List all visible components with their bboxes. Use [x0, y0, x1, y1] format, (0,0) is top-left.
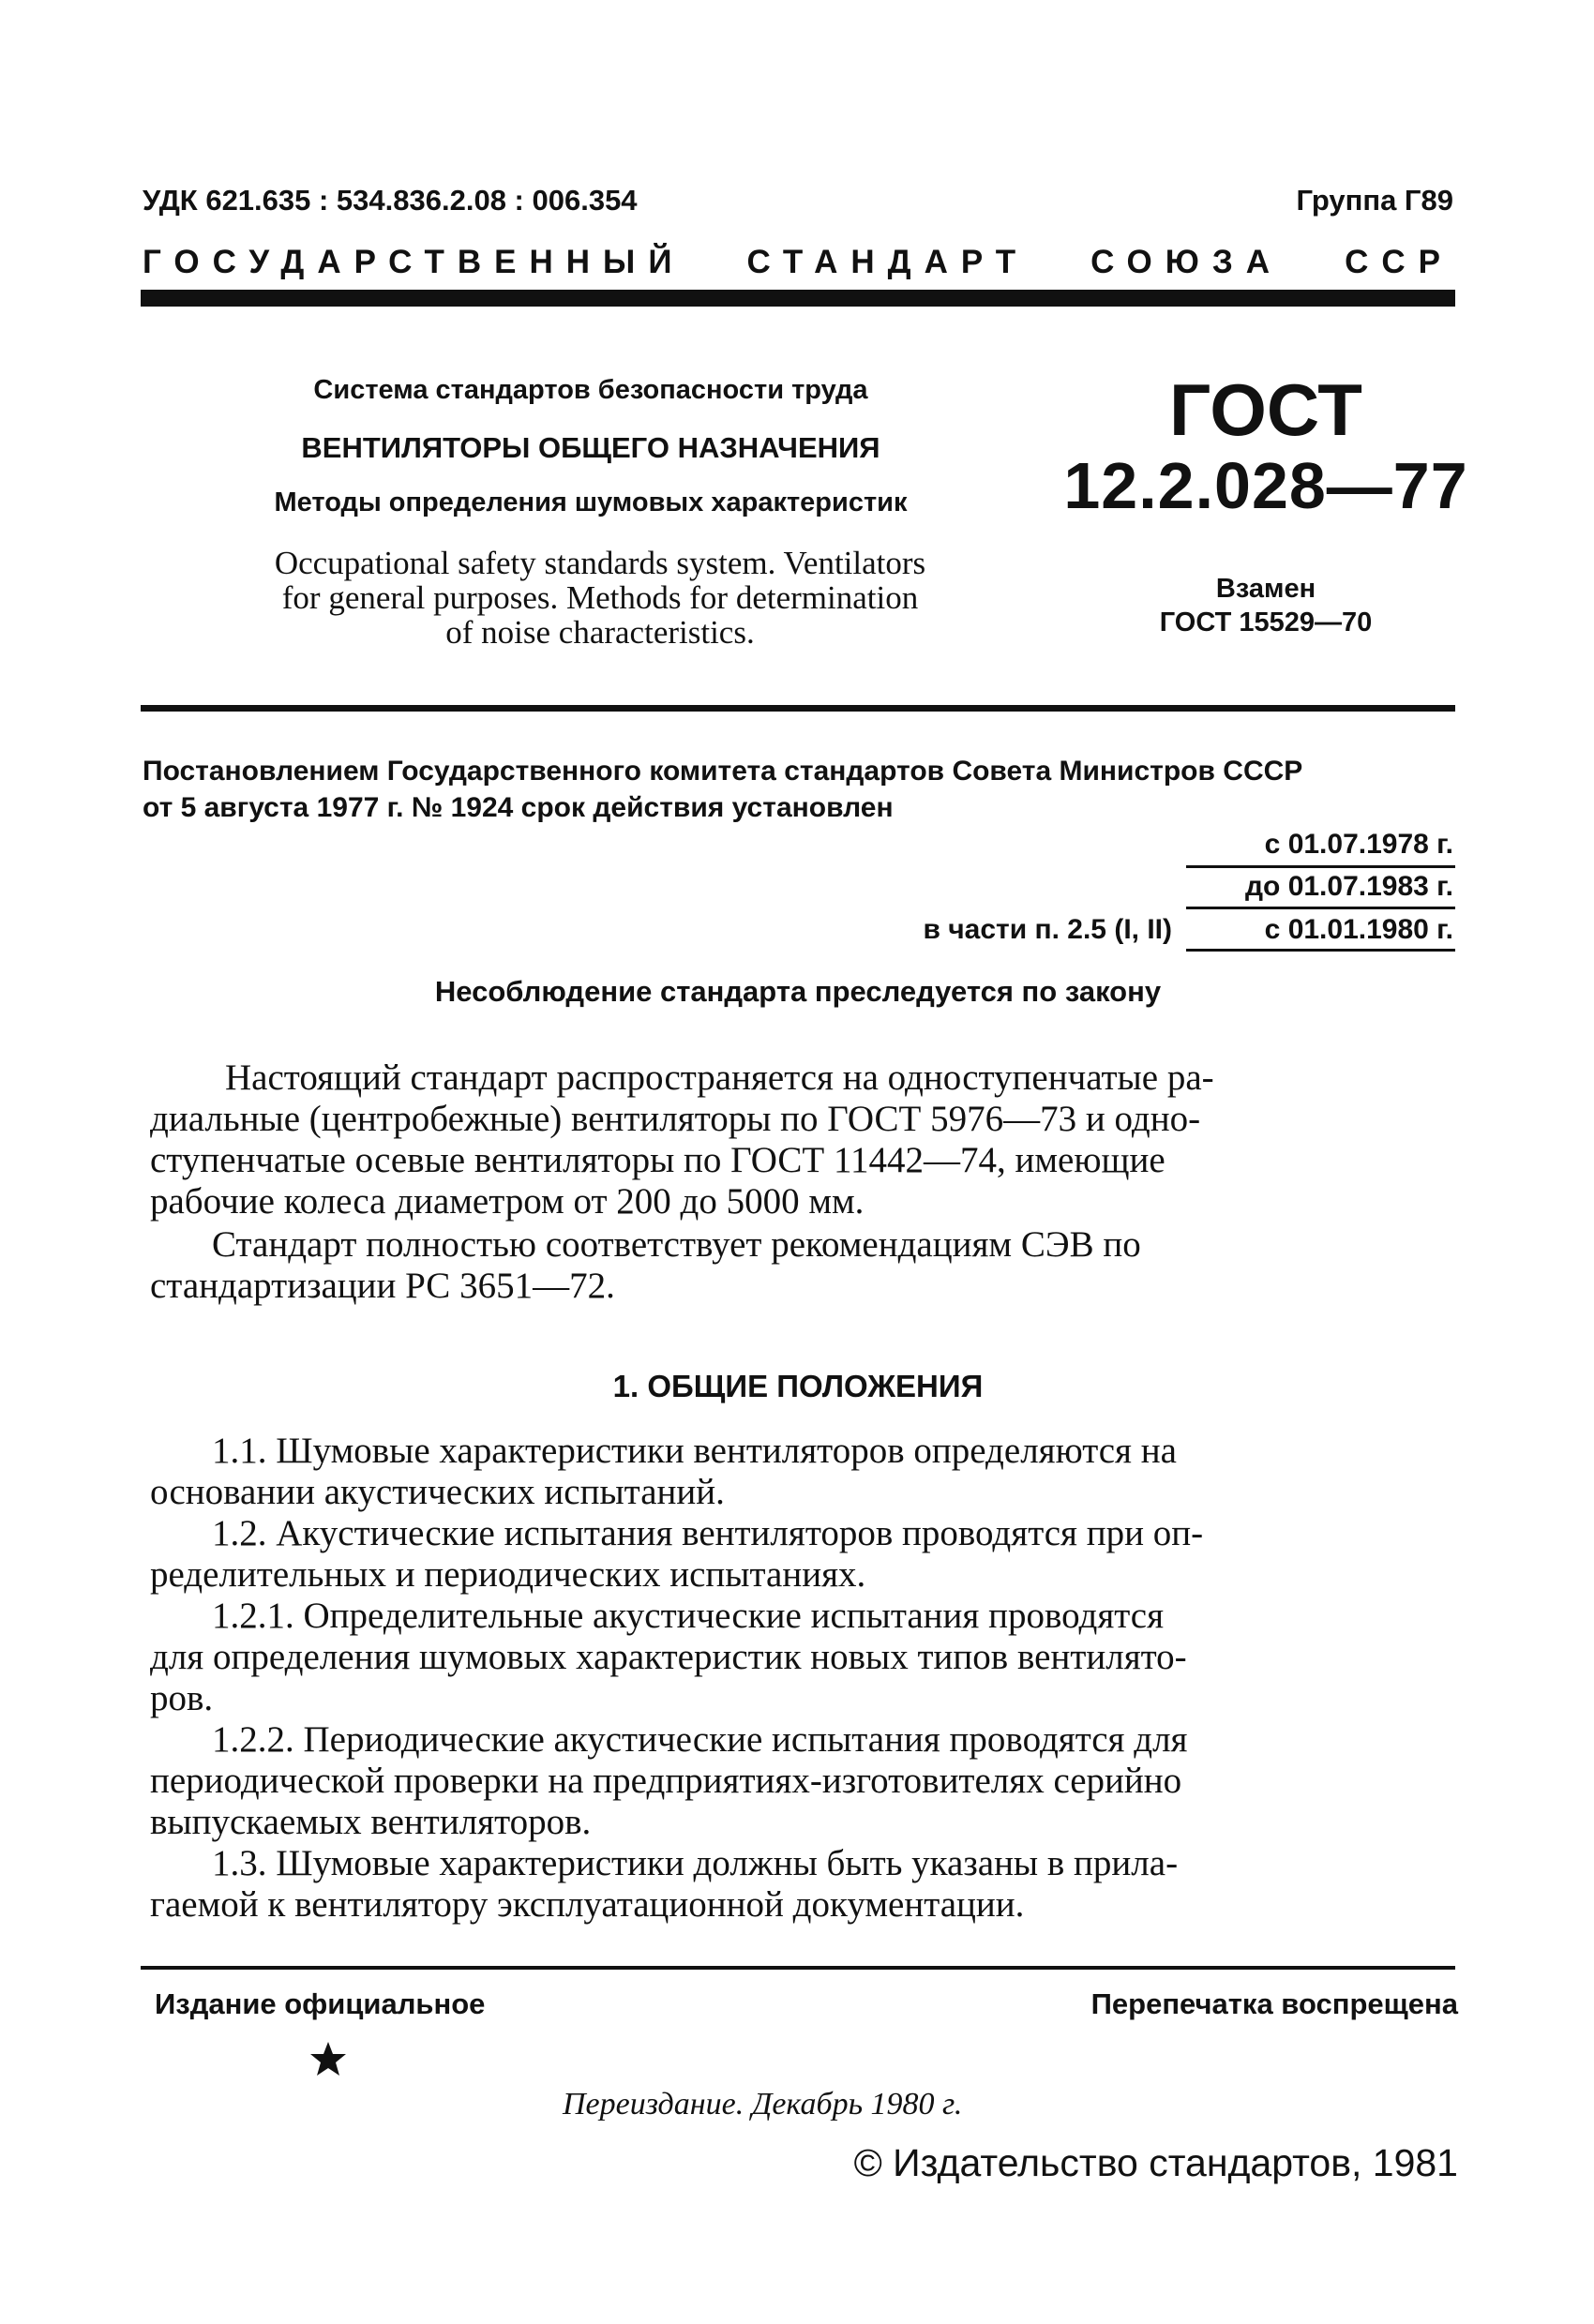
document-title: ВЕНТИЛЯТОРЫ ОБЩЕГО НАЗНАЧЕНИЯ [301, 431, 880, 464]
compliance-paragraph [150, 1224, 1455, 1307]
paragraph-line: 1.2.2. Периодические акустические испытания проводятся для [212, 1719, 1188, 1760]
clause-1-3 [150, 1843, 1455, 1926]
intro-paragraph [150, 1057, 1455, 1222]
paragraph-line: основании акустических испытаний. [150, 1472, 725, 1512]
replaces-number: ГОСТ 15529—70 [1159, 607, 1373, 637]
replaces-label: Взамен [1215, 574, 1316, 604]
english-title-line: for general purposes. Methods for determination [281, 579, 919, 616]
udk-code: УДК 621.635 : 534.836.2.08 : 006.354 [143, 184, 638, 217]
footer-rule [141, 1966, 1455, 1970]
date-effective-from: с 01.07.1978 г. [1264, 829, 1453, 860]
header-word-2: СТАНДАРТ [746, 244, 1030, 280]
english-title-line: Occupational safety standards system. Ventilators [274, 545, 926, 581]
english-title-line: of noise characteristics. [445, 614, 755, 651]
date-effective-until: до 01.07.1983 г. [1244, 871, 1453, 902]
paragraph-line: Настоящий стандарт распространяется на одноступенчатые ра- [225, 1057, 1214, 1098]
clause-1-1 [150, 1431, 1455, 1513]
paragraph-line: ределительных и периодических испытаниях. [150, 1554, 866, 1595]
reissue-note: Переиздание. Декабрь 1980 г. [563, 2087, 963, 2122]
paragraph-line: 1.3. Шумовые характеристики должны быть указаны в прила- [212, 1843, 1179, 1883]
header-word-3: СОЮЗА [1090, 244, 1284, 280]
system-title: Система стандартов безопасности труда [313, 375, 868, 405]
clause-1-2-1 [150, 1596, 1455, 1719]
section-heading: 1. ОБЩИЕ ПОЛОЖЕНИЯ [612, 1369, 984, 1403]
paragraph-line: стандартизации РС 3651—72. [150, 1266, 615, 1306]
paragraph-line: 1.2.1. Определительные акустические испытания проводятся [212, 1596, 1165, 1636]
date-rule [1186, 949, 1455, 952]
date-rule [1186, 865, 1455, 868]
clause-1-2-2 [150, 1719, 1455, 1843]
noncompliance-notice: Несоблюдение стандарта преследуется по закону [434, 975, 1162, 1008]
clause-1-2 [150, 1513, 1455, 1596]
paragraph-line: ров. [150, 1678, 214, 1718]
paragraph-line: Стандарт полностью соответствует рекомендациям СЭВ по [212, 1224, 1141, 1265]
paragraph-line: 1.2. Акустические испытания вентиляторов проводятся при оп- [212, 1513, 1204, 1553]
copyright-notice: © Издательство стандартов, 1981 [853, 2141, 1458, 2184]
paragraph-line: выпускаемых вентиляторов. [150, 1802, 592, 1842]
english-title [178, 546, 1022, 650]
paragraph-line: диальные (центробежные) вентиляторы по ГОСТ 5976—73 и одно- [150, 1099, 1201, 1139]
no-reprint-label: Перепечатка воспрещена [1090, 1987, 1458, 2020]
paragraph-line: гаемой к вентилятору эксплуатационной документации. [150, 1884, 1025, 1925]
paragraph-line: периодической проверки на предприятиях-изготовителях серийно [150, 1761, 1182, 1801]
group-code: Группа Г89 [1296, 184, 1453, 217]
header-word-4: ССР [1345, 244, 1453, 280]
document-subtitle: Методы определения шумовых характеристик [274, 487, 908, 517]
standard-header [143, 244, 1453, 281]
paragraph-line: ступенчатые осевые вентиляторы по ГОСТ 11442—74, имеющие [150, 1140, 1165, 1180]
gost-label: ГОСТ [1169, 368, 1362, 451]
header-word-1: ГОСУДАРСТВЕННЫЙ [143, 244, 685, 280]
date-rule [1186, 907, 1455, 909]
gost-number: 12.2.028—77 [1063, 449, 1468, 522]
paragraph-line: рабочие колеса диаметром от 200 до 5000 мм. [150, 1181, 865, 1222]
paragraph-line: для определения шумовых характеристик новых типов вентилято- [150, 1637, 1187, 1677]
date-part-from: с 01.01.1980 г. [1264, 914, 1453, 945]
paragraph-line: 1.1. Шумовые характеристики вентиляторов определяются на [212, 1431, 1177, 1471]
decree-line-2: от 5 августа 1977 г. № 1924 срок действия установлен [143, 792, 894, 823]
decree-line-1: Постановлением Государственного комитета стандартов Совета Министров СССР [143, 756, 1303, 787]
star-icon [309, 2040, 347, 2077]
header-rule [141, 290, 1455, 307]
section-rule [141, 705, 1455, 712]
official-edition-label: Издание официальное [155, 1987, 486, 2020]
part-clause-label: в части п. 2.5 (I, II) [923, 914, 1172, 945]
